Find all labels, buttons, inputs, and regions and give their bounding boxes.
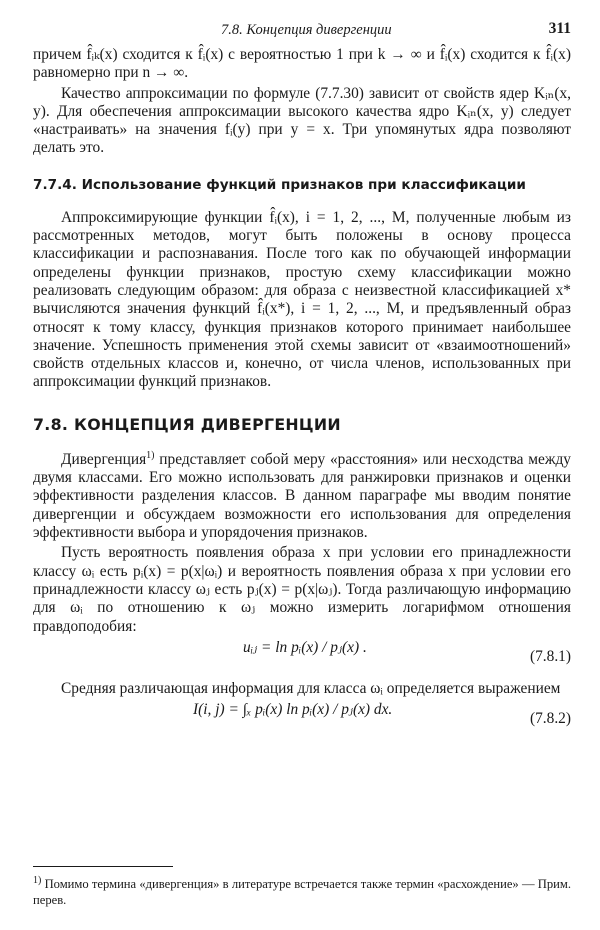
divergence-term: Дивергенция	[61, 450, 147, 468]
equation-7-8-2	[33, 698, 571, 750]
section-heading: 7.8. КОНЦЕПЦИЯ ДИВЕРГЕНЦИИ	[33, 414, 341, 434]
paragraph-2: Качество аппроксимации по формуле (7.7.30) зависит от свойств ядер Kᵢₙ(x, y). Для обеспечения аппроксимации высокого качества ядро Kᵢₙ(x, y) следует «настраивать» на значения fᵢ(y) при y = x. Три упомянутых ядра позволяют делать это.	[33, 84, 571, 157]
book-page	[33, 20, 571, 750]
paragraph-4-rest: представляет собой меру «расстояния» или несходства между двумя классами. Его можно использовать для ранжировки признаков и оценки эффективности разделения классов. В данном параграфе мы вводим понятие дивергенции и обсуждаем возможности его использования для определения эффективности выбора и упорядочения признаков.	[33, 450, 571, 542]
subsection-heading: 7.7.4. Использование функций признаков при классификации	[33, 176, 526, 193]
footnote-marker: 1)	[33, 875, 42, 886]
footnote	[33, 873, 571, 908]
equation-formula: uᵢⱼ = ln pᵢ(x) / pⱼ(x) .	[243, 638, 367, 656]
paragraph-4	[33, 447, 571, 543]
paragraph-5: Пусть вероятность появления образа x при условии его принадлежности классу ωᵢ есть pᵢ(x) = p(x|ωᵢ) и вероятность появления образа x при условии его принадлежности классу ωⱼ есть pⱼ(x) = p(x|ωⱼ). Тогда различающую информацию для ωᵢ по отношению к ωⱼ можно измерить логарифмом отношения правдоподобия:	[33, 544, 571, 635]
equation-number: (7.8.1)	[529, 647, 571, 665]
paragraph-3: Аппроксимирующие функции f̂ᵢ(x), i = 1, 2, ..., M, полученные любым из рассмотренных методов, могут быть положены в основу процесса классификации и распознавания. После того как по обучающей информации определены функции признаков, простую схему классификации можно реализовать следующим образом: для образа с неизвестной классификацией x* вычисляются значения функций f̂ᵢ(x*), i = 1, 2, ..., M, и предъявленный образ относят к тому классу, функция признаков которого принимает наибольшее значение. Успешность применения этой схемы зависит от «взаимоотношений» свойств отдельных классов и, конечно, от числа членов, использованных при аппроксимации функций признаков.	[33, 208, 571, 391]
equation-formula: I(i, j) = ∫ₓ pᵢ(x) ln pᵢ(x) / pⱼ(x) dx.	[193, 701, 393, 719]
paragraph-6: Средняя различающая информация для класса ωᵢ определяется выражением	[61, 679, 561, 697]
footnote-text: Помимо термина «дивергенция» в литературе встречается также термин «расхождение» — Прим. перев.	[33, 877, 571, 908]
footnote-ref: 1)	[146, 449, 155, 461]
equation-number: (7.8.2)	[529, 710, 571, 728]
paragraph-1: причем f̂ᵢₖ(x) сходится к f̂ᵢ(x) с вероятностью 1 при k → ∞ и f̂ᵢ(x) сходится к f̂ᵢ(x) равномерно при n → ∞.	[33, 46, 571, 82]
page-number: 311	[548, 20, 571, 37]
running-title: 7.8. Концепция дивергенции	[221, 22, 392, 38]
running-header	[33, 20, 571, 46]
footnote-rule	[33, 866, 173, 867]
equation-7-8-1	[33, 636, 571, 680]
